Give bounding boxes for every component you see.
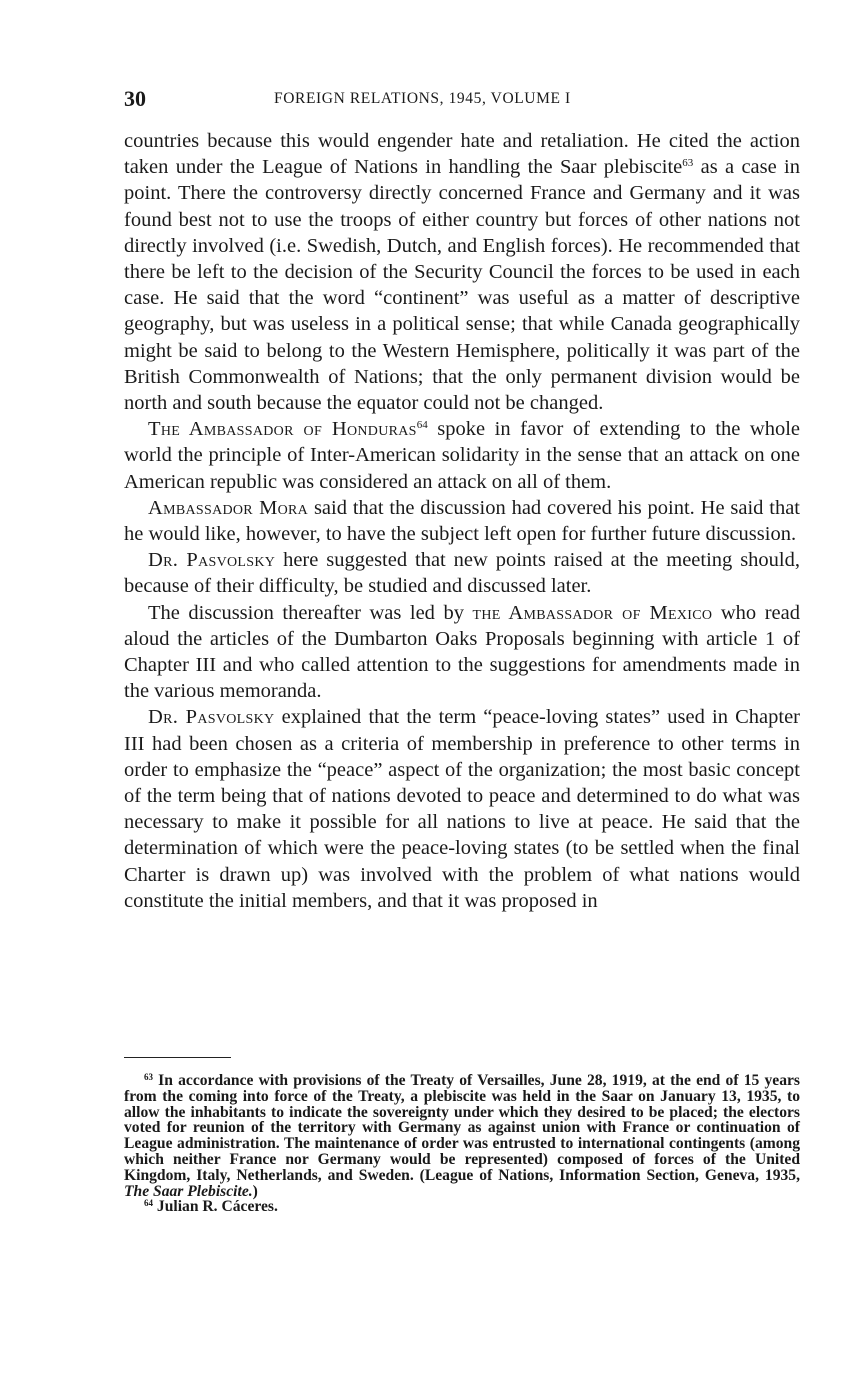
footnote-64 [124, 1199, 800, 1215]
footnote-number: 64 [144, 1198, 153, 1209]
footnote-divider [124, 1057, 231, 1058]
paragraph-text: spoke in favor of extending to the whole world the principle of Inter-American solidarity in the sense that an attack on one American republic was considered an attack on all of them. [124, 418, 801, 493]
footnote-text: ) [252, 1182, 258, 1200]
paragraph-text: as a case in point. There the controversy directly concerned France and Germany and it was found best not to use the troops of either country but forces of other nations not directly involved (i.e. Swedish, Dutch, and English forces). He recommended that there be left to the decision of the Security Council the forces to be used in each case. He said that the word “continent” was useful as a matter of descriptive geography, but was useless in a political sense; that while Canada geographically might be said to belong to the Western Hemisphere, politically it was part of the British Commonwealth of Nations; that the only permanent division would be north and south because the equator could not be changed. [124, 156, 800, 415]
paragraph-text: here suggested that new points raised at the meeting should, because of their difficulty, be studied and discussed later. [124, 549, 800, 598]
footnote-ref-64: 64 [416, 419, 428, 432]
footnotes [124, 1073, 800, 1215]
footnote-ref-63: 63 [682, 157, 694, 170]
paragraph-text: explained that the term “peace-loving states” used in Chapter III had been chosen as a criteria of membership in preference to other terms in order to emphasize the “peace” aspect of the organization; the most basic concept of the term being that of nations devoted to peace and determined to do what was necessary to make it possible for all nations to live at peace. He said that the determination of which were the peace-loving states (to be settled when the final Charter is drawn up) was involved with the problem of what nations would constitute the initial members, and that it was proposed in [124, 706, 801, 912]
body-text [124, 128, 800, 914]
paragraph-1 [124, 128, 800, 416]
footnote-text: Julian R. Cáceres. [153, 1198, 278, 1216]
paragraph-text: The discussion thereafter was led by [148, 601, 473, 624]
footnote-text: In accordance with provisions of the Treaty of Versailles, June 28, 1919, at the end of 15 years from the coming into force of the Treaty, a plebiscite was held in the Saar on January 13, 1935, to allow the inhabitants to indicate the sovereignty under which they desired to be placed; the electors voted for reunion of the territory with Germany as against union with France or continuation of League administration. The maintenance of order was entrusted to international contingents (among which neither France nor Germany would be represented) composed of forces of the United Kingdom, Italy, Netherlands, and Sweden. (League of Nations, Information Section, Geneva, 1935, [124, 1072, 800, 1184]
paragraph-6 [124, 704, 800, 914]
paragraph-4 [124, 547, 800, 599]
speaker-name: The Ambassador of Honduras [148, 418, 417, 441]
paragraph-5 [124, 600, 800, 705]
footnote-title: The Saar Plebiscite. [124, 1182, 253, 1200]
paragraph-text: countries because this would engender hate and retaliation. He cited the action taken under the League of Nations in handling the Saar plebiscite [124, 130, 800, 179]
page-header [124, 86, 800, 116]
paragraph-text: who read aloud the articles of the Dumbarton Oaks Proposals beginning with article 1 of Chapter III and who called attention to the suggestions for amendments made in the various memoranda. [124, 601, 800, 703]
speaker-name: the Ambassador of Mexico [472, 601, 713, 624]
running-head: FOREIGN RELATIONS, 1945, VOLUME I [274, 90, 571, 107]
speaker-name: Ambassador Mora [148, 496, 309, 519]
speaker-name: Dr. Pasvolsky [148, 706, 275, 729]
paragraph-text: said that the discussion had covered his point. He said that he would like, however, to have the subject left open for further future discussion. [124, 496, 801, 546]
page-number: 30 [124, 86, 146, 111]
footnote-63 [124, 1073, 800, 1199]
paragraph-2 [124, 416, 800, 495]
footnote-number: 63 [144, 1072, 153, 1082]
paragraph-3 [124, 495, 800, 547]
speaker-name: Dr. Pasvolsky [148, 549, 276, 572]
